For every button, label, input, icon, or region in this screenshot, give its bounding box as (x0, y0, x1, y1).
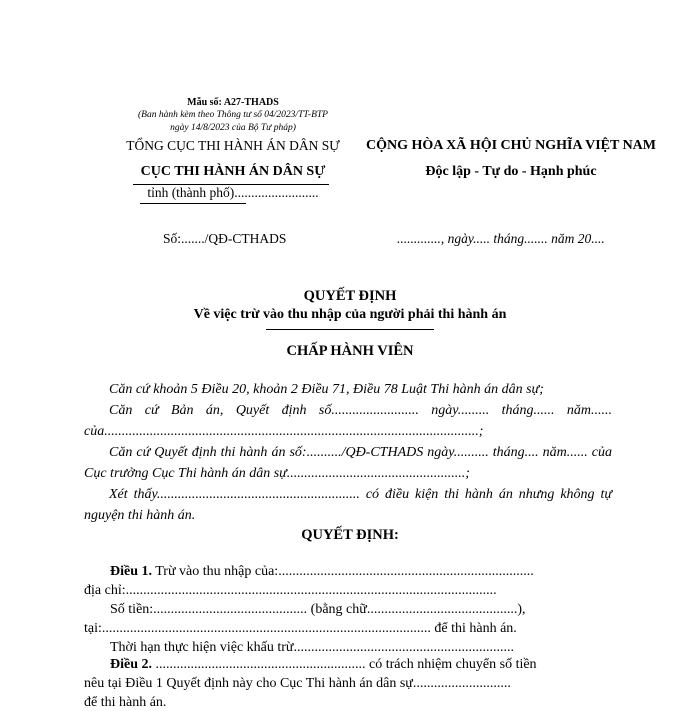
issued-note-line2: ngày 14/8/2023 của Bộ Tư pháp) (170, 123, 296, 133)
article2-label: Điều 2. (110, 657, 152, 672)
issued-note-line1: (Ban hành kèm theo Thông tư số 04/2023/TT-BTP (138, 110, 328, 120)
decision-heading: QUYẾT ĐỊNH: (301, 527, 399, 543)
article2-text: ............................................................ có trách nhiệm chuyển số tiền (152, 657, 537, 672)
article1-location: tại:.............................................................................................. để thi hành án. (84, 621, 517, 636)
parent-agency: TỔNG CỤC THI HÀNH ÁN DÂN SỰ (126, 138, 340, 153)
document-title: QUYẾT ĐỊNH (303, 288, 397, 304)
document-number: Số:......./QĐ-CTHADS (163, 231, 287, 246)
ground-2: Căn cứ Bản án, Quyết định số......................... ngày......... tháng...... năm...... của...........................................................................................................; (84, 403, 612, 439)
agency-name: CỤC THI HÀNH ÁN DÂN SỰ (140, 164, 326, 179)
article1-line1 (110, 564, 534, 580)
form-code: Mẫu số: A27-THADS (187, 97, 279, 108)
nation-title: CỘNG HÒA XÃ HỘI CHỦ NGHĨA VIỆT NAM (365, 138, 656, 153)
article1-address: địa chỉ:.......................................................................................................... (84, 583, 497, 598)
article1-period: Thời hạn thực hiện việc khấu trừ............................................................... (110, 640, 515, 655)
article2-line2: nêu tại Điều 1 Quyết định này cho Cục Thi hành án dân sự............................ (84, 676, 511, 691)
article2-line3: để thi hành án. (84, 695, 167, 710)
issuing-authority: CHẤP HÀNH VIÊN (286, 343, 414, 359)
legal-grounds (84, 379, 612, 526)
article1-text: Trừ vào thu nhập của:......................................................................... (152, 564, 534, 579)
subject-underline (266, 329, 434, 330)
document-subject: Về việc trừ vào thu nhập của người phải thi hành án (193, 307, 507, 322)
article1-amount: Số tiền:............................................ (bằng chữ...........................................), (110, 602, 526, 617)
agency-province: tỉnh (thành phố)......................... (147, 185, 319, 200)
date-line: ............., ngày..... tháng....... năm 20.... (397, 231, 605, 246)
ground-4: Xét thấy.......................................................... có điều kiện thi hành án nhưng không tự nguyện thi hành án. (84, 487, 612, 523)
province-underline (140, 203, 246, 204)
article2-line1 (110, 657, 537, 673)
ground-1: Căn cứ khoản 5 Điều 20, khoản 2 Điều 71, Điều 78 Luật Thi hành án dân sự; (109, 382, 544, 397)
nation-motto: Độc lập - Tự do - Hạnh phúc (425, 164, 597, 179)
article1-label: Điều 1. (110, 564, 152, 579)
ground-3: Căn cứ Quyết định thi hành án số:........../QĐ-CTHADS ngày.......... tháng.... năm...... của Cục trưởng Cục Thi hành án dân sự...................................................; (84, 445, 612, 481)
